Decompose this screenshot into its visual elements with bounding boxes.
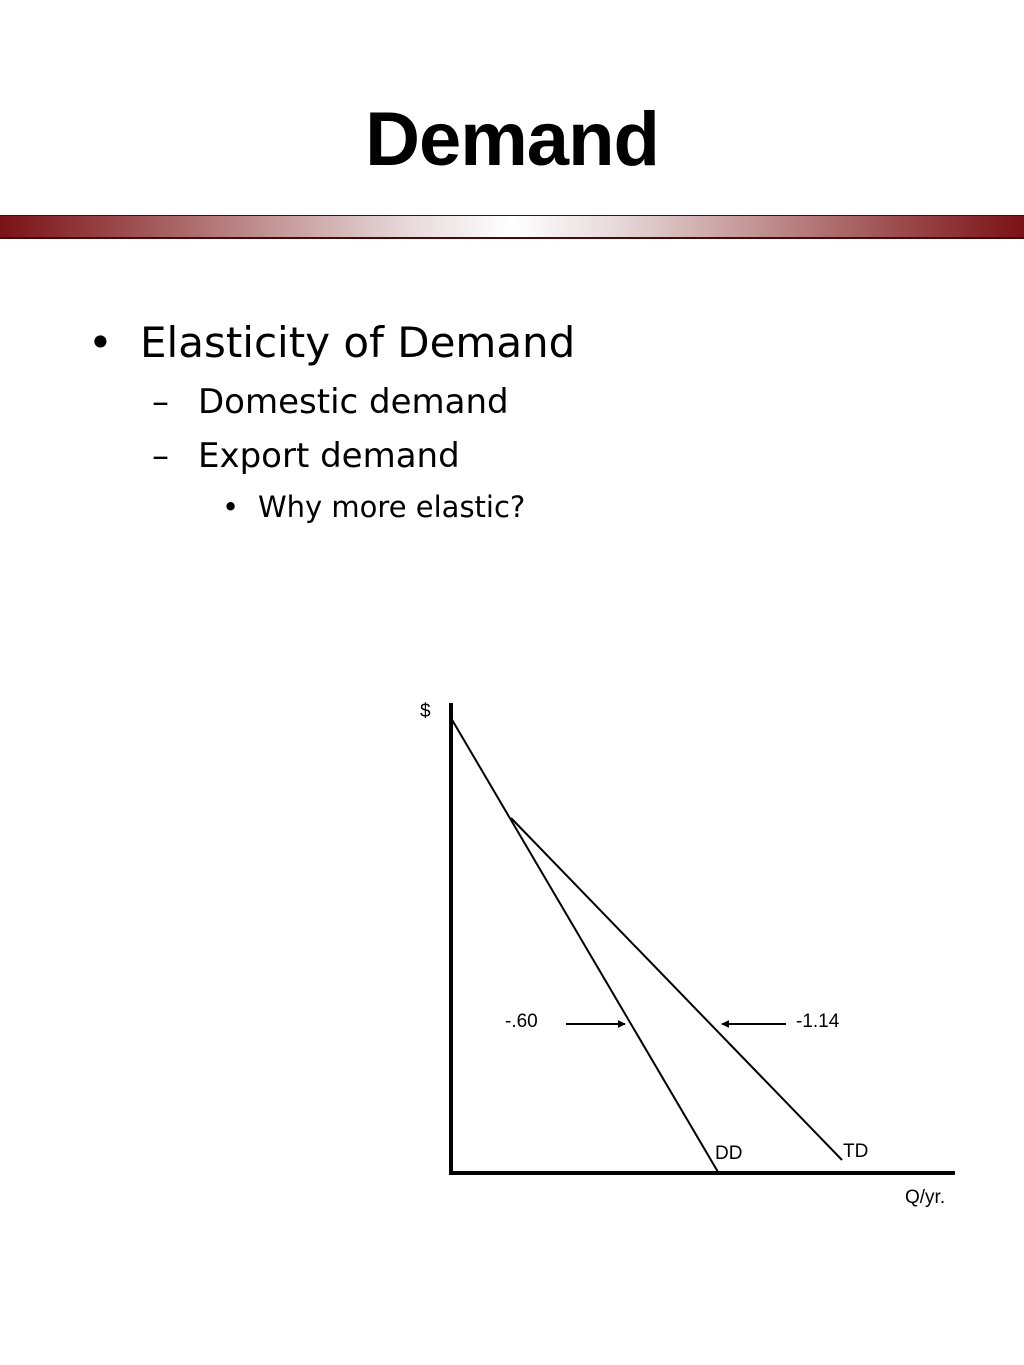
domestic-demand-curve	[451, 718, 718, 1172]
dash-marker: –	[152, 436, 169, 476]
y-axis-label: $	[420, 701, 431, 722]
bullet-marker: •	[88, 318, 113, 367]
total-elasticity-label: -1.14	[796, 1011, 840, 1032]
domestic-demand-label: DD	[715, 1143, 743, 1164]
bullet-text: Why more elastic?	[258, 490, 526, 524]
bullet-text: Export demand	[198, 436, 460, 476]
bullet-text: Domestic demand	[198, 382, 509, 422]
total-demand-curve	[511, 818, 842, 1160]
domestic-elasticity-label: -.60	[505, 1011, 538, 1032]
total-demand-label: TD	[843, 1141, 869, 1162]
bullet-marker: •	[222, 490, 240, 524]
slide-title: Demand	[365, 97, 659, 182]
x-axis-label: Q/yr.	[905, 1187, 946, 1208]
bullet-text: Elasticity of Demand	[140, 318, 576, 367]
dash-marker: –	[152, 382, 169, 422]
